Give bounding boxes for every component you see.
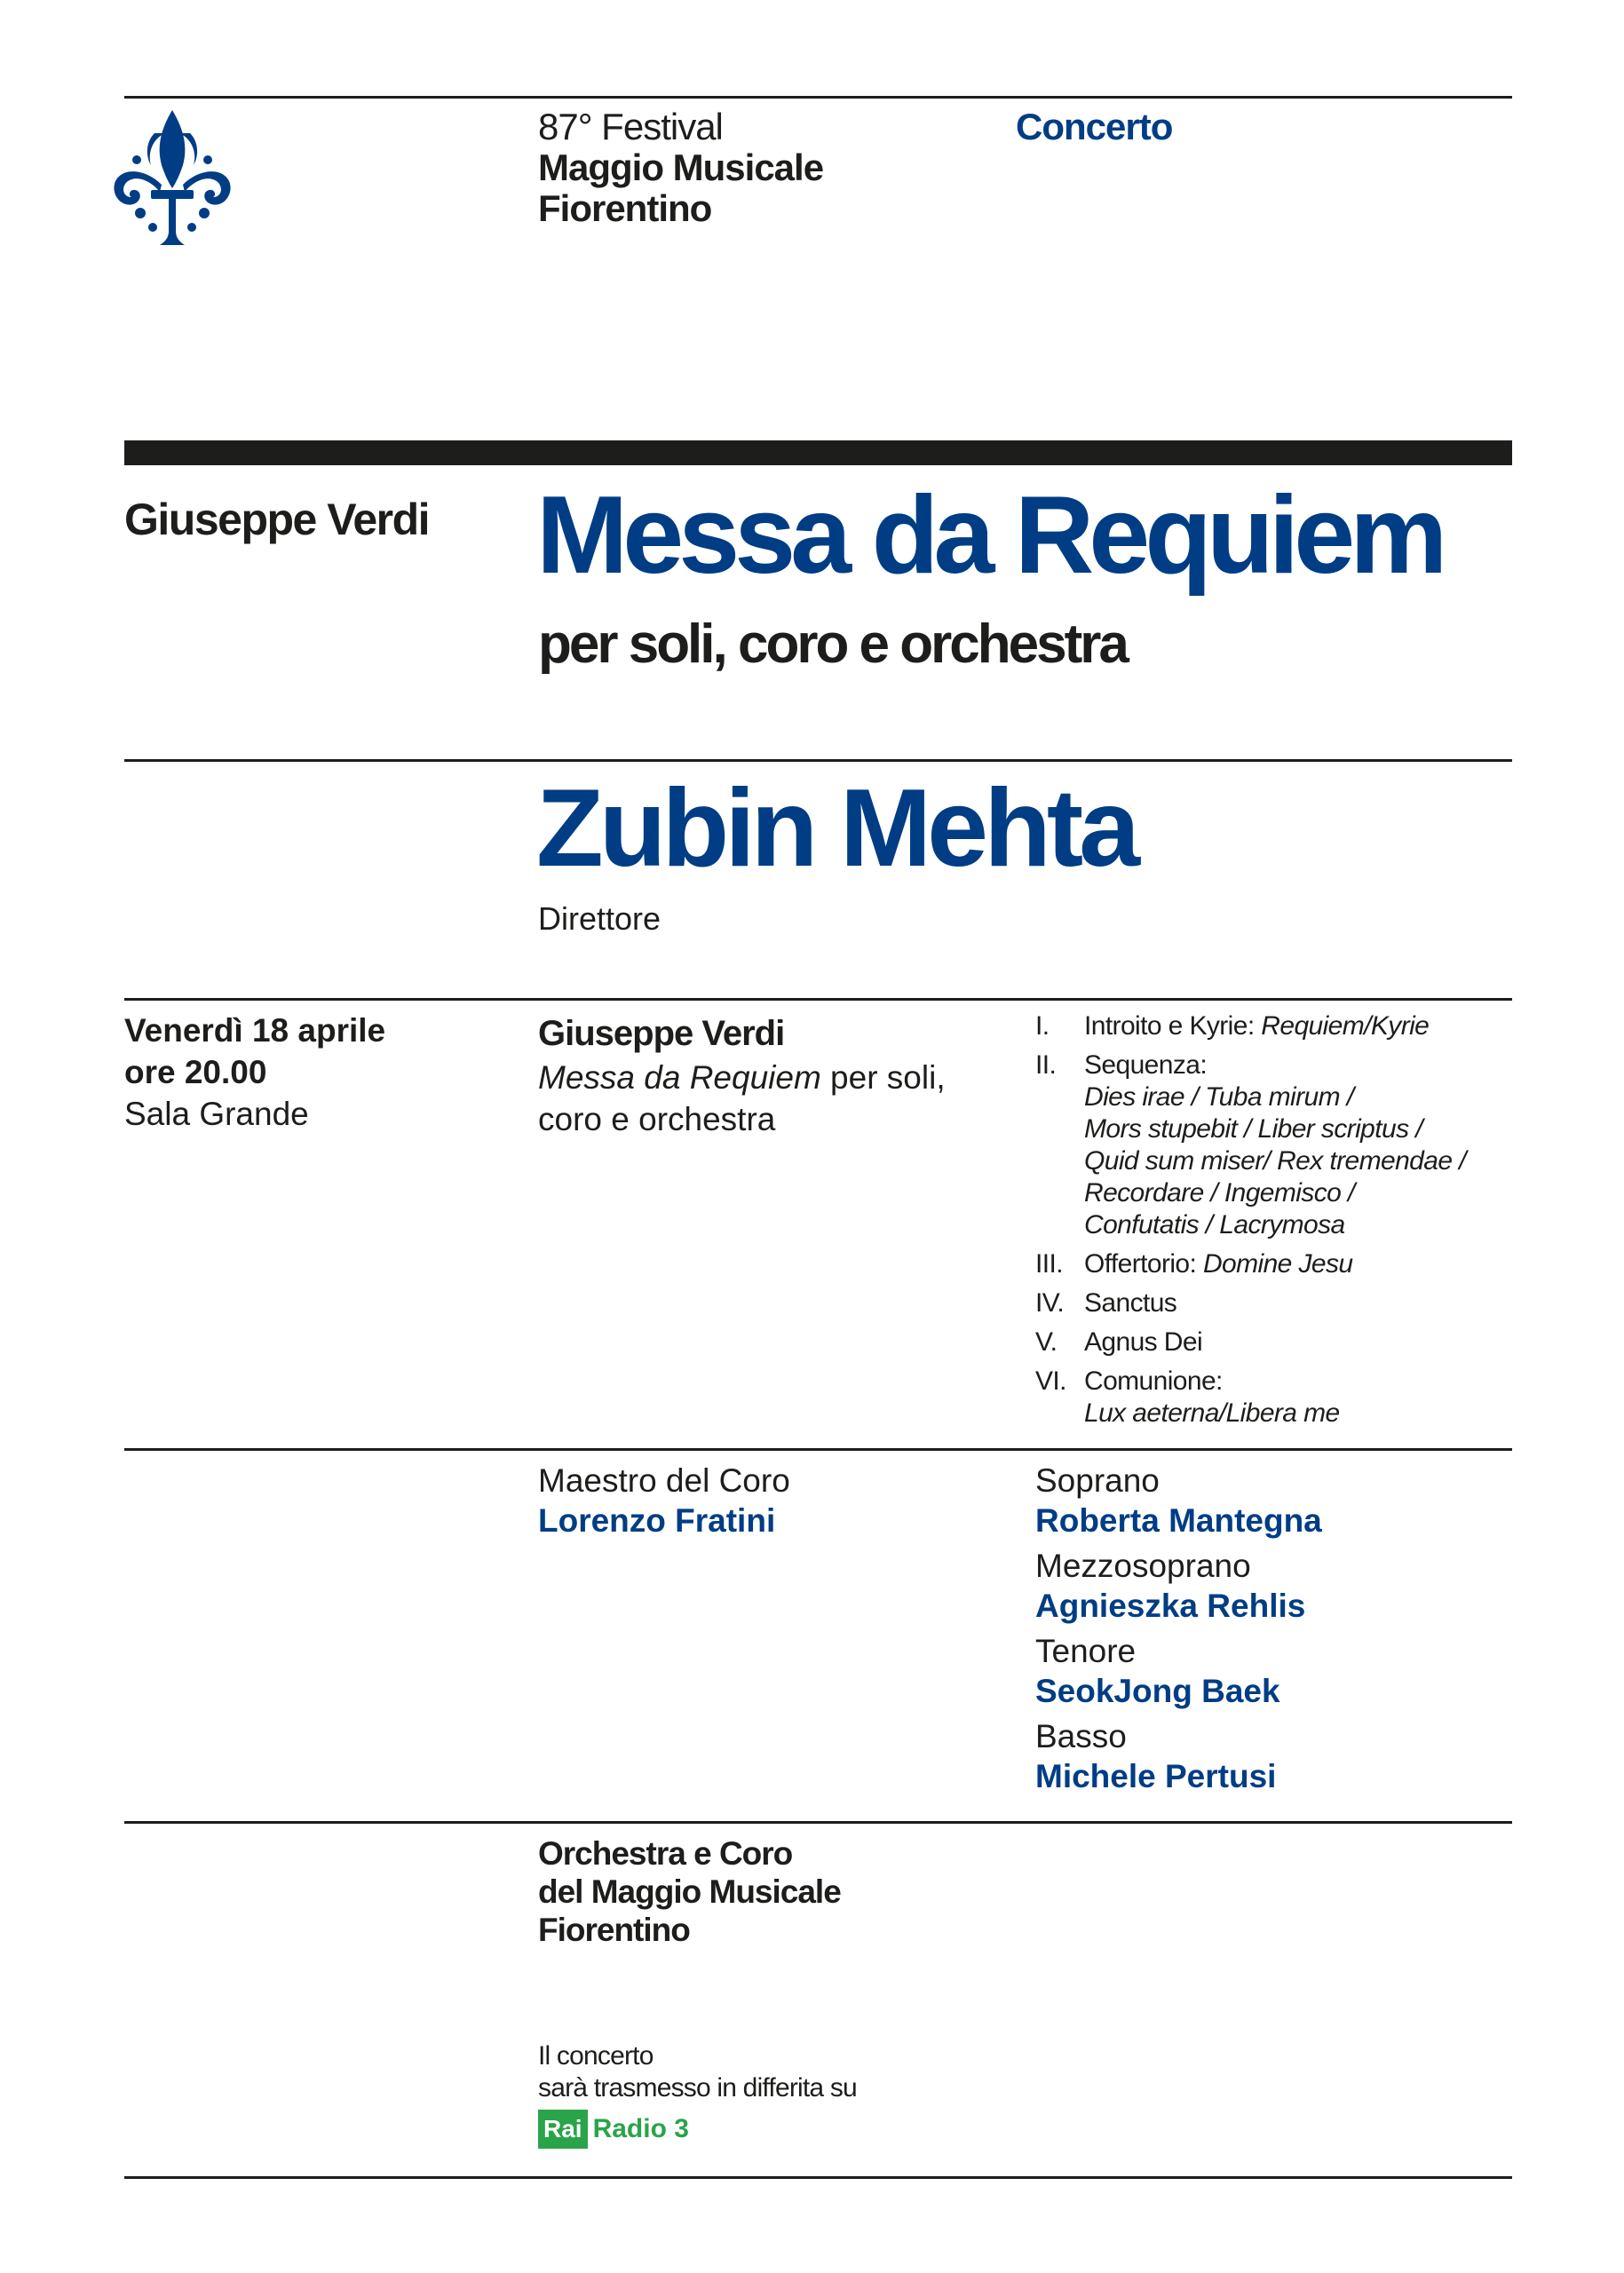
movement-number: II. — [1035, 1050, 1057, 1080]
conductor-role: Direttore — [538, 900, 661, 937]
festival-header — [538, 107, 823, 229]
cast-name: Roberta Mantegna — [1035, 1502, 1322, 1539]
movement-line: Quid sum miser/ Rex tremendae / — [1084, 1146, 1466, 1176]
broadcast-line1: Il concerto — [538, 2041, 654, 2071]
event-info — [124, 1010, 385, 1135]
work-title-italic: Messa da Requiem — [538, 1059, 821, 1096]
movement-number: IV. — [1035, 1288, 1065, 1318]
movement-number: I. — [1035, 1011, 1050, 1041]
work-title-rest-line2: coro e orchestra — [538, 1101, 776, 1137]
chorus-master-role: Maestro del Coro — [538, 1462, 790, 1499]
cast-role: Tenore — [1035, 1633, 1137, 1669]
bottom-rule — [124, 2176, 1512, 2179]
list-item — [1035, 1248, 1515, 1280]
list-item — [1035, 1716, 1322, 1796]
top-rule — [124, 96, 1512, 99]
movement-italic: Requiem/Kyrie — [1261, 1011, 1430, 1041]
movement-line: Confutatis / Lacrymosa — [1084, 1210, 1345, 1239]
rule-after-title — [124, 759, 1512, 762]
rule-after-program — [124, 1448, 1512, 1451]
cast-role: Mezzosoprano — [1035, 1548, 1251, 1584]
list-item — [1035, 1546, 1322, 1626]
rule-after-conductor — [124, 998, 1512, 1001]
cast-role: Soprano — [1035, 1462, 1160, 1499]
list-item — [1035, 1010, 1515, 1042]
broadcast-line2: sarà trasmesso in differita su — [538, 2073, 857, 2103]
chorus-master-name: Lorenzo Fratini — [538, 1502, 776, 1539]
movement-italic: Domine Jesu — [1202, 1249, 1353, 1279]
event-day: Venerdì 18 aprile — [124, 1012, 386, 1049]
ensemble-line2: del Maggio Musicale — [538, 1873, 841, 1910]
list-item — [1035, 1287, 1515, 1319]
ensemble — [538, 1834, 841, 1949]
movement-number: V. — [1035, 1327, 1058, 1357]
list-item — [1035, 1461, 1322, 1540]
list-item — [1035, 1366, 1515, 1430]
ensemble-line3: Fiorentino — [538, 1912, 690, 1948]
title-bar — [124, 440, 1512, 465]
cast-role: Basso — [1035, 1718, 1127, 1754]
composer-name: Giuseppe Verdi — [124, 495, 430, 544]
rule-after-cast — [124, 1821, 1512, 1824]
movement-label: Sanctus — [1084, 1288, 1177, 1318]
festival-number: 87° Festival — [538, 106, 723, 147]
festival-name-line2: Fiorentino — [538, 187, 712, 229]
event-time: ore 20.00 — [124, 1054, 267, 1090]
event-venue: Sala Grande — [124, 1096, 309, 1132]
category-label: Concerto — [1016, 106, 1173, 147]
movement-number: VI. — [1035, 1366, 1066, 1396]
movement-number: III. — [1035, 1249, 1063, 1279]
chorus-master — [538, 1461, 790, 1540]
movement-label: Comunione: — [1084, 1366, 1223, 1396]
radio3-label: Radio 3 — [592, 2114, 689, 2143]
movement-label: Introito e Kyrie: — [1084, 1011, 1262, 1041]
work-title: Messa da Requiem — [536, 474, 1443, 597]
cast-name: Michele Pertusi — [1035, 1758, 1277, 1794]
work-composer: Giuseppe Verdi — [538, 1014, 785, 1053]
list-item — [1035, 1631, 1322, 1711]
work-subtitle: per soli, coro e orchestra — [538, 614, 1127, 675]
florentine-lily-icon — [110, 107, 234, 249]
cast-name: SeokJong Baek — [1035, 1673, 1280, 1709]
movement-label: Sequenza: — [1084, 1050, 1208, 1080]
movement-label: Agnus Dei — [1084, 1327, 1203, 1357]
cast-list — [1035, 1461, 1322, 1802]
program-list — [1035, 1010, 1515, 1437]
ensemble-line1: Orchestra e Coro — [538, 1835, 793, 1872]
movement-line: Dies irae / Tuba mirum / — [1084, 1082, 1354, 1112]
movement-line: Lux aeterna/Libera me — [1084, 1398, 1340, 1428]
movement-line: Mors stupebit / Liber scriptus / — [1084, 1114, 1422, 1144]
movement-label: Offertorio: — [1084, 1249, 1203, 1279]
broadcast-note — [538, 2040, 857, 2104]
movement-line: Recordare / Ingemisco / — [1084, 1178, 1355, 1208]
rai-label: Rai — [538, 2110, 588, 2149]
list-item — [1035, 1327, 1515, 1358]
rai-radio3-logo — [538, 2108, 689, 2150]
list-item — [1035, 1049, 1515, 1241]
work-title-rest: per soli, — [820, 1059, 946, 1096]
work-block — [538, 1010, 946, 1140]
festival-name-line1: Maggio Musicale — [538, 147, 824, 188]
cast-name: Agnieszka Rehlis — [1035, 1588, 1306, 1624]
conductor-name: Zubin Mehta — [536, 767, 1137, 890]
